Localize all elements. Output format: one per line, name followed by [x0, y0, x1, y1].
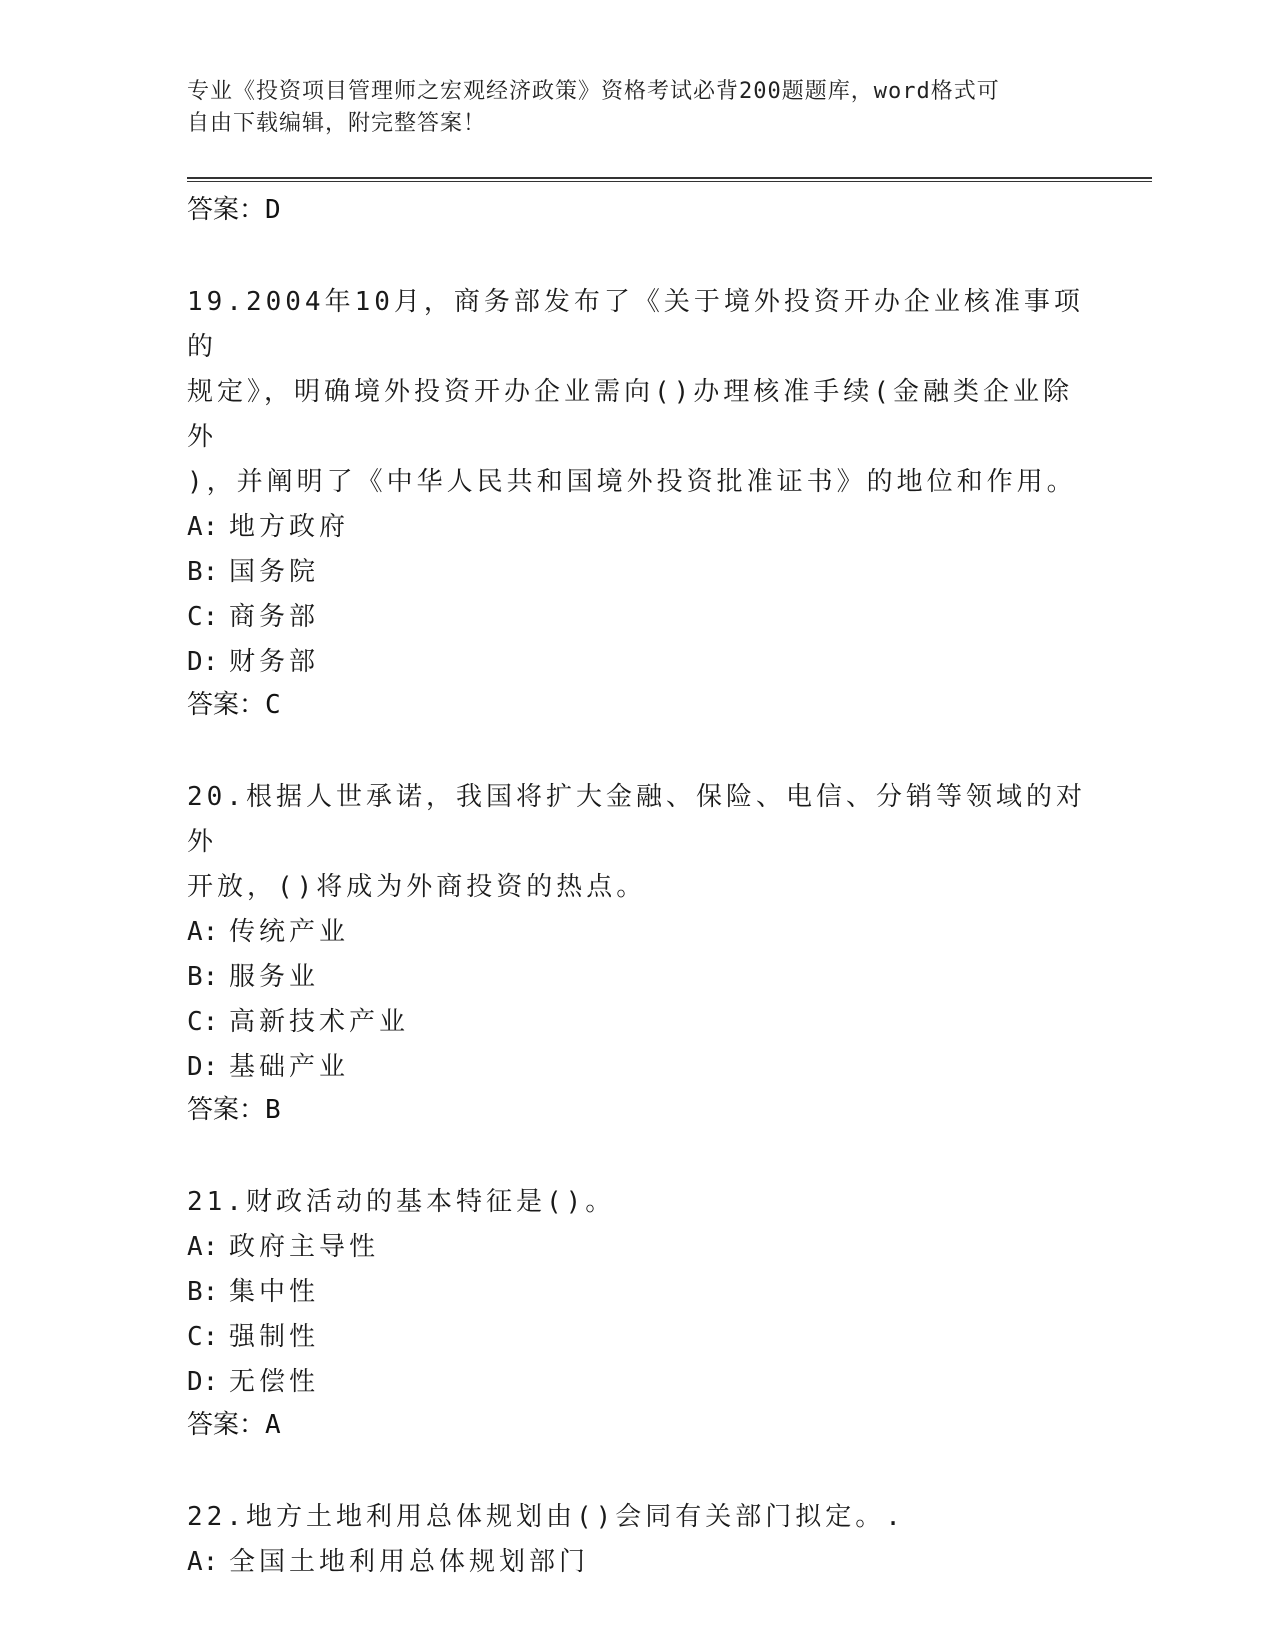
question-block [187, 1495, 1087, 1585]
option-key: A: [187, 512, 219, 542]
question-block [187, 775, 1087, 1130]
option-text: 全国土地利用总体规划部门 [229, 1547, 590, 1577]
option-b [187, 1270, 1087, 1315]
answer-label: 答案： [187, 195, 266, 225]
answer-line [187, 1090, 1087, 1130]
option-c [187, 1315, 1087, 1360]
stem-line: 21.财政活动的基本特征是()。 [187, 1187, 616, 1217]
answer-value: B [265, 1095, 281, 1125]
option-text: 政府主导性 [229, 1232, 380, 1262]
option-text: 国务院 [229, 557, 320, 587]
answer-line [187, 1405, 1087, 1445]
question-stem [187, 280, 1087, 505]
question-block [187, 1180, 1087, 1445]
stem-line: )，并阐明了《中华人民共和国境外投资批准证书》的地位和作用。 [187, 467, 1077, 497]
answer-label: 答案： [187, 690, 266, 720]
stem-line: 开放，()将成为外商投资的热点。 [187, 872, 647, 902]
question-stem [187, 775, 1087, 910]
option-a [187, 910, 1087, 955]
answer-line [187, 190, 1087, 230]
answer-value: D [265, 195, 281, 225]
option-c [187, 595, 1087, 640]
option-text: 基础产业 [229, 1052, 350, 1082]
header-line-2: 自由下载编辑，附完整答案！ [187, 111, 487, 136]
option-b [187, 955, 1087, 1000]
question-list [187, 190, 1087, 1585]
question-stem [187, 1180, 1087, 1225]
option-key: D: [187, 1052, 219, 1082]
option-text: 地方政府 [229, 512, 350, 542]
page-header [187, 76, 1087, 140]
option-a [187, 1225, 1087, 1270]
option-a [187, 1540, 1087, 1585]
option-text: 高新技术产业 [229, 1007, 410, 1037]
option-key: D: [187, 647, 219, 677]
option-key: C: [187, 602, 219, 632]
option-d [187, 640, 1087, 685]
option-text: 强制性 [229, 1322, 320, 1352]
option-c [187, 1000, 1087, 1045]
option-key: B: [187, 557, 219, 587]
option-key: A: [187, 1232, 219, 1262]
option-b [187, 550, 1087, 595]
option-text: 商务部 [229, 602, 320, 632]
answer-label: 答案： [187, 1095, 266, 1125]
option-key: B: [187, 962, 219, 992]
answer-line [187, 685, 1087, 725]
header-line-1: 专业《投资项目管理师之宏观经济政策》资格考试必背200题题库，word格式可 [187, 79, 1000, 104]
header-divider [187, 177, 1152, 182]
option-key: D: [187, 1367, 219, 1397]
question-block [187, 280, 1087, 725]
option-d [187, 1045, 1087, 1090]
stem-line: 20.根据人世承诺，我国将扩大金融、保险、电信、分销等领域的对外 [187, 782, 1086, 857]
option-key: A: [187, 1547, 219, 1577]
option-text: 传统产业 [229, 917, 350, 947]
option-text: 无偿性 [229, 1367, 320, 1397]
option-key: C: [187, 1007, 219, 1037]
option-text: 财务部 [229, 647, 320, 677]
stem-line: 22.地方土地利用总体规划由()会同有关部门拟定。. [187, 1502, 905, 1532]
answer-value: A [265, 1410, 281, 1440]
option-key: B: [187, 1277, 219, 1307]
option-key: C: [187, 1322, 219, 1352]
option-a [187, 505, 1087, 550]
question-stem [187, 1495, 1087, 1540]
stem-line: 规定》，明确境外投资开办企业需向()办理核准手续(金融类企业除外 [187, 377, 1073, 452]
stem-line: 19.2004年10月，商务部发布了《关于境外投资开办企业核准事项的 [187, 287, 1084, 362]
answer-label: 答案： [187, 1410, 266, 1440]
answer-value: C [265, 690, 281, 720]
option-key: A: [187, 917, 219, 947]
option-d [187, 1360, 1087, 1405]
option-text: 服务业 [229, 962, 320, 992]
option-text: 集中性 [229, 1277, 320, 1307]
